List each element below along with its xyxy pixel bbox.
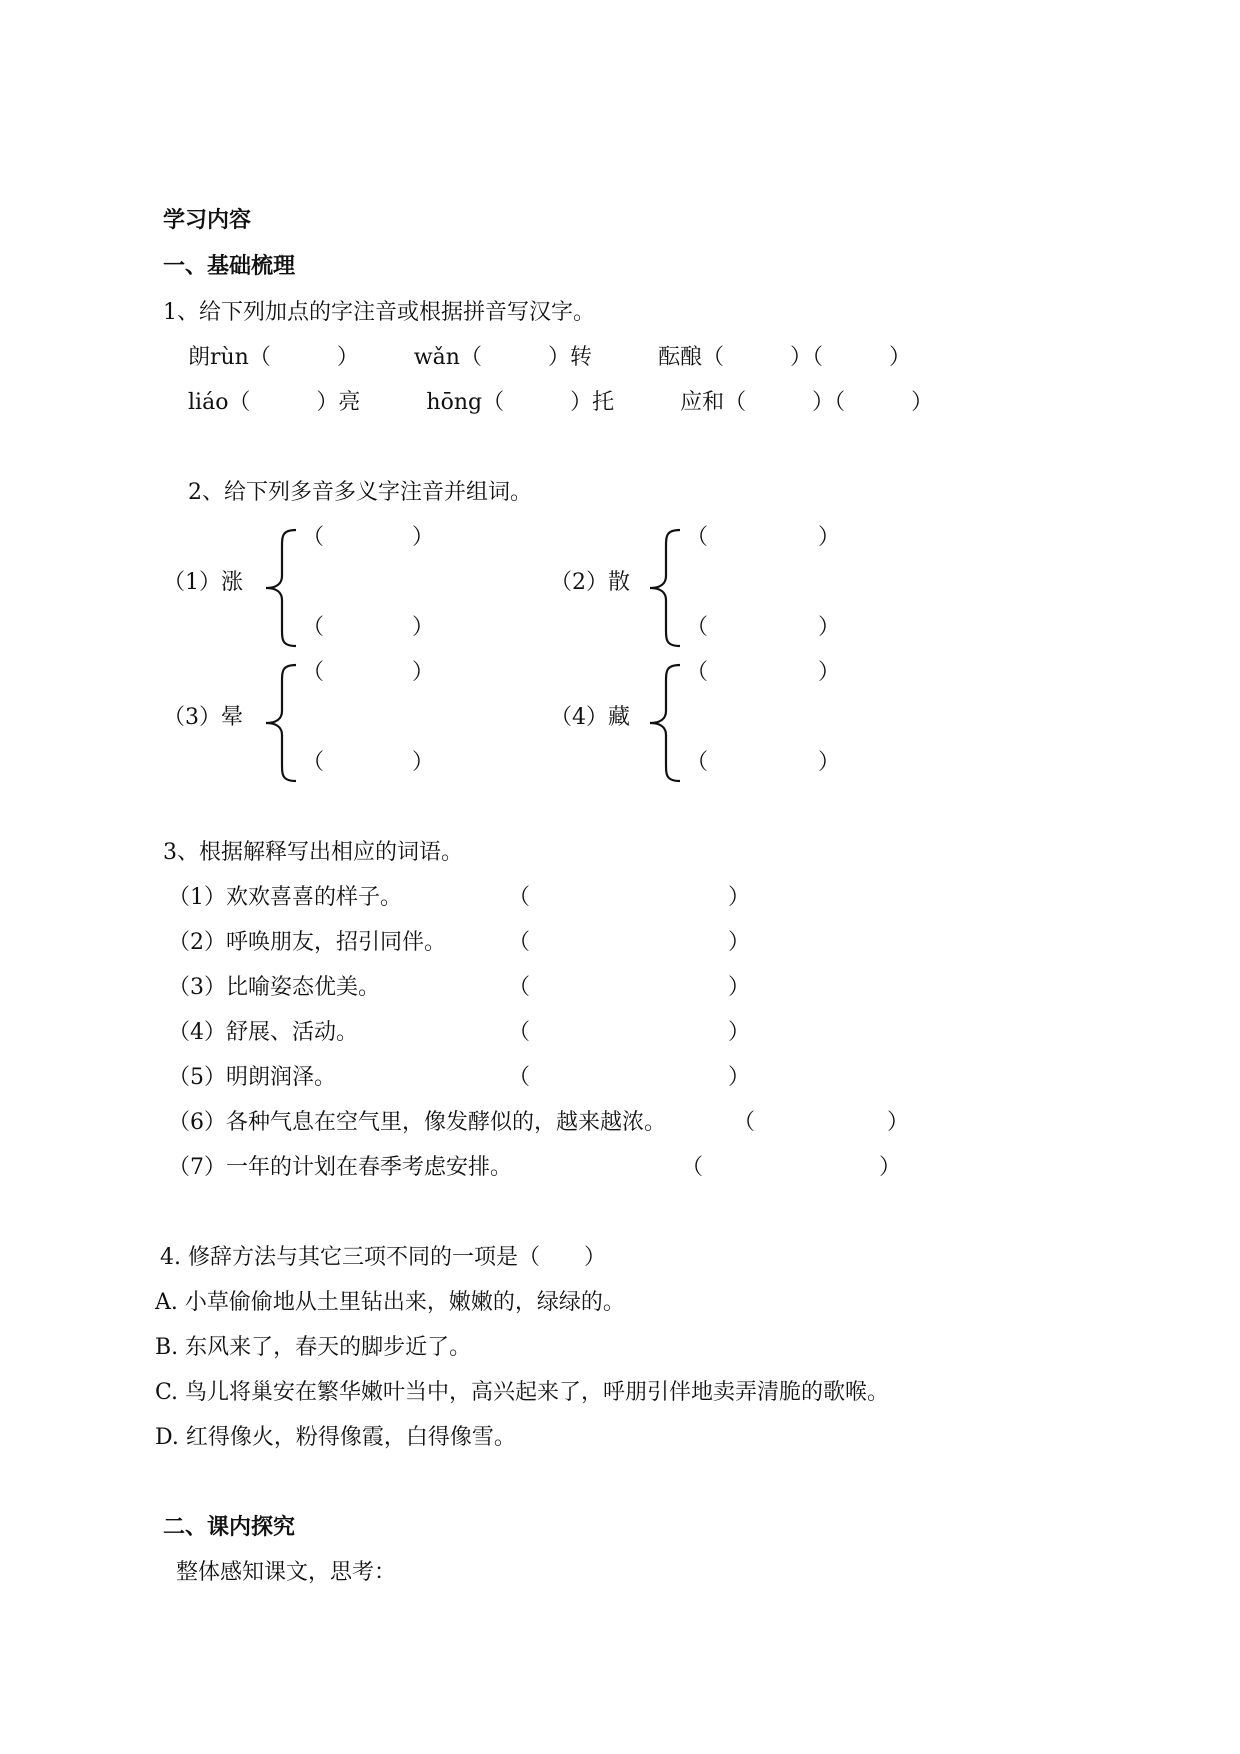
q3-item-text: （4）舒展、活动。 <box>168 1020 358 1045</box>
q2-prompt: 2、给下列多音多义字注音并组词。 <box>188 480 532 505</box>
answer-blank[interactable]: （ ） <box>508 885 751 910</box>
answer-blank[interactable]: （ ） <box>302 660 435 685</box>
q3-prompt: 3、根据解释写出相应的词语。 <box>163 840 463 865</box>
curly-brace-icon <box>262 528 302 648</box>
q3-item-text: （1）欢欢喜喜的样子。 <box>168 885 402 910</box>
answer-blank[interactable]: （ ） <box>508 975 751 1000</box>
curly-brace-icon <box>646 528 686 648</box>
q4-option-d: D. 红得像火，粉得像霞，白得像雪。 <box>155 1425 516 1450</box>
q2-item-label: （3）晕 <box>163 705 243 730</box>
answer-blank[interactable]: （ ） <box>681 1155 902 1180</box>
q1-line-2: liáo（ ）亮 hōng（ ）托 应和（ ）（ ） <box>188 390 934 415</box>
curly-brace-icon <box>262 663 302 783</box>
answer-blank[interactable]: （ ） <box>686 615 841 640</box>
answer-blank[interactable]: （ ） <box>302 525 435 550</box>
q1-prompt: 1、给下列加点的字注音或根据拼音写汉字。 <box>163 300 595 325</box>
q2-item-label: （2）散 <box>550 570 630 595</box>
section-2-title: 二、课内探究 <box>163 1515 296 1540</box>
q3-item-text: （7）一年的计划在春季考虑安排。 <box>168 1155 512 1180</box>
q4-option-c: C. 鸟儿将巢安在繁华嫩叶当中，高兴起来了，呼朋引伴地卖弄清脆的歌喉。 <box>155 1380 890 1405</box>
q3-item-text: （6）各种气息在空气里，像发酵似的，越来越浓。 <box>168 1110 666 1135</box>
section-1-title: 一、基础梳理 <box>163 254 296 279</box>
q3-item-text: （2）呼唤朋友，招引同伴。 <box>168 930 446 955</box>
q2-item-label: （4）藏 <box>550 705 630 730</box>
answer-blank[interactable]: （ ） <box>686 750 841 775</box>
answer-blank[interactable]: （ ） <box>508 1065 751 1090</box>
q3-item-text: （3）比喻姿态优美。 <box>168 975 380 1000</box>
q4-prompt: 4. 修辞方法与其它三项不同的一项是（ ） <box>160 1245 606 1270</box>
q4-option-b: B. 东风来了，春天的脚步近了。 <box>155 1335 472 1360</box>
answer-blank[interactable]: （ ） <box>686 525 841 550</box>
q2-item-label: （1）涨 <box>163 570 243 595</box>
page-heading: 学习内容 <box>163 208 252 233</box>
q4-option-a: A. 小草偷偷地从土里钻出来，嫩嫩的，绿绿的。 <box>155 1290 625 1315</box>
answer-blank[interactable]: （ ） <box>302 750 435 775</box>
answer-blank[interactable]: （ ） <box>686 660 841 685</box>
curly-brace-icon <box>646 663 686 783</box>
answer-blank[interactable]: （ ） <box>733 1110 910 1135</box>
q3-item-text: （5）明朗润泽。 <box>168 1065 336 1090</box>
section-2-intro: 整体感知课文，思考： <box>176 1560 397 1585</box>
answer-blank[interactable]: （ ） <box>508 930 751 955</box>
q1-line-1: 朗rùn（ ） wǎn（ ）转 酝酿（ ）（ ） <box>188 345 911 370</box>
answer-blank[interactable]: （ ） <box>302 615 435 640</box>
answer-blank[interactable]: （ ） <box>508 1020 751 1045</box>
